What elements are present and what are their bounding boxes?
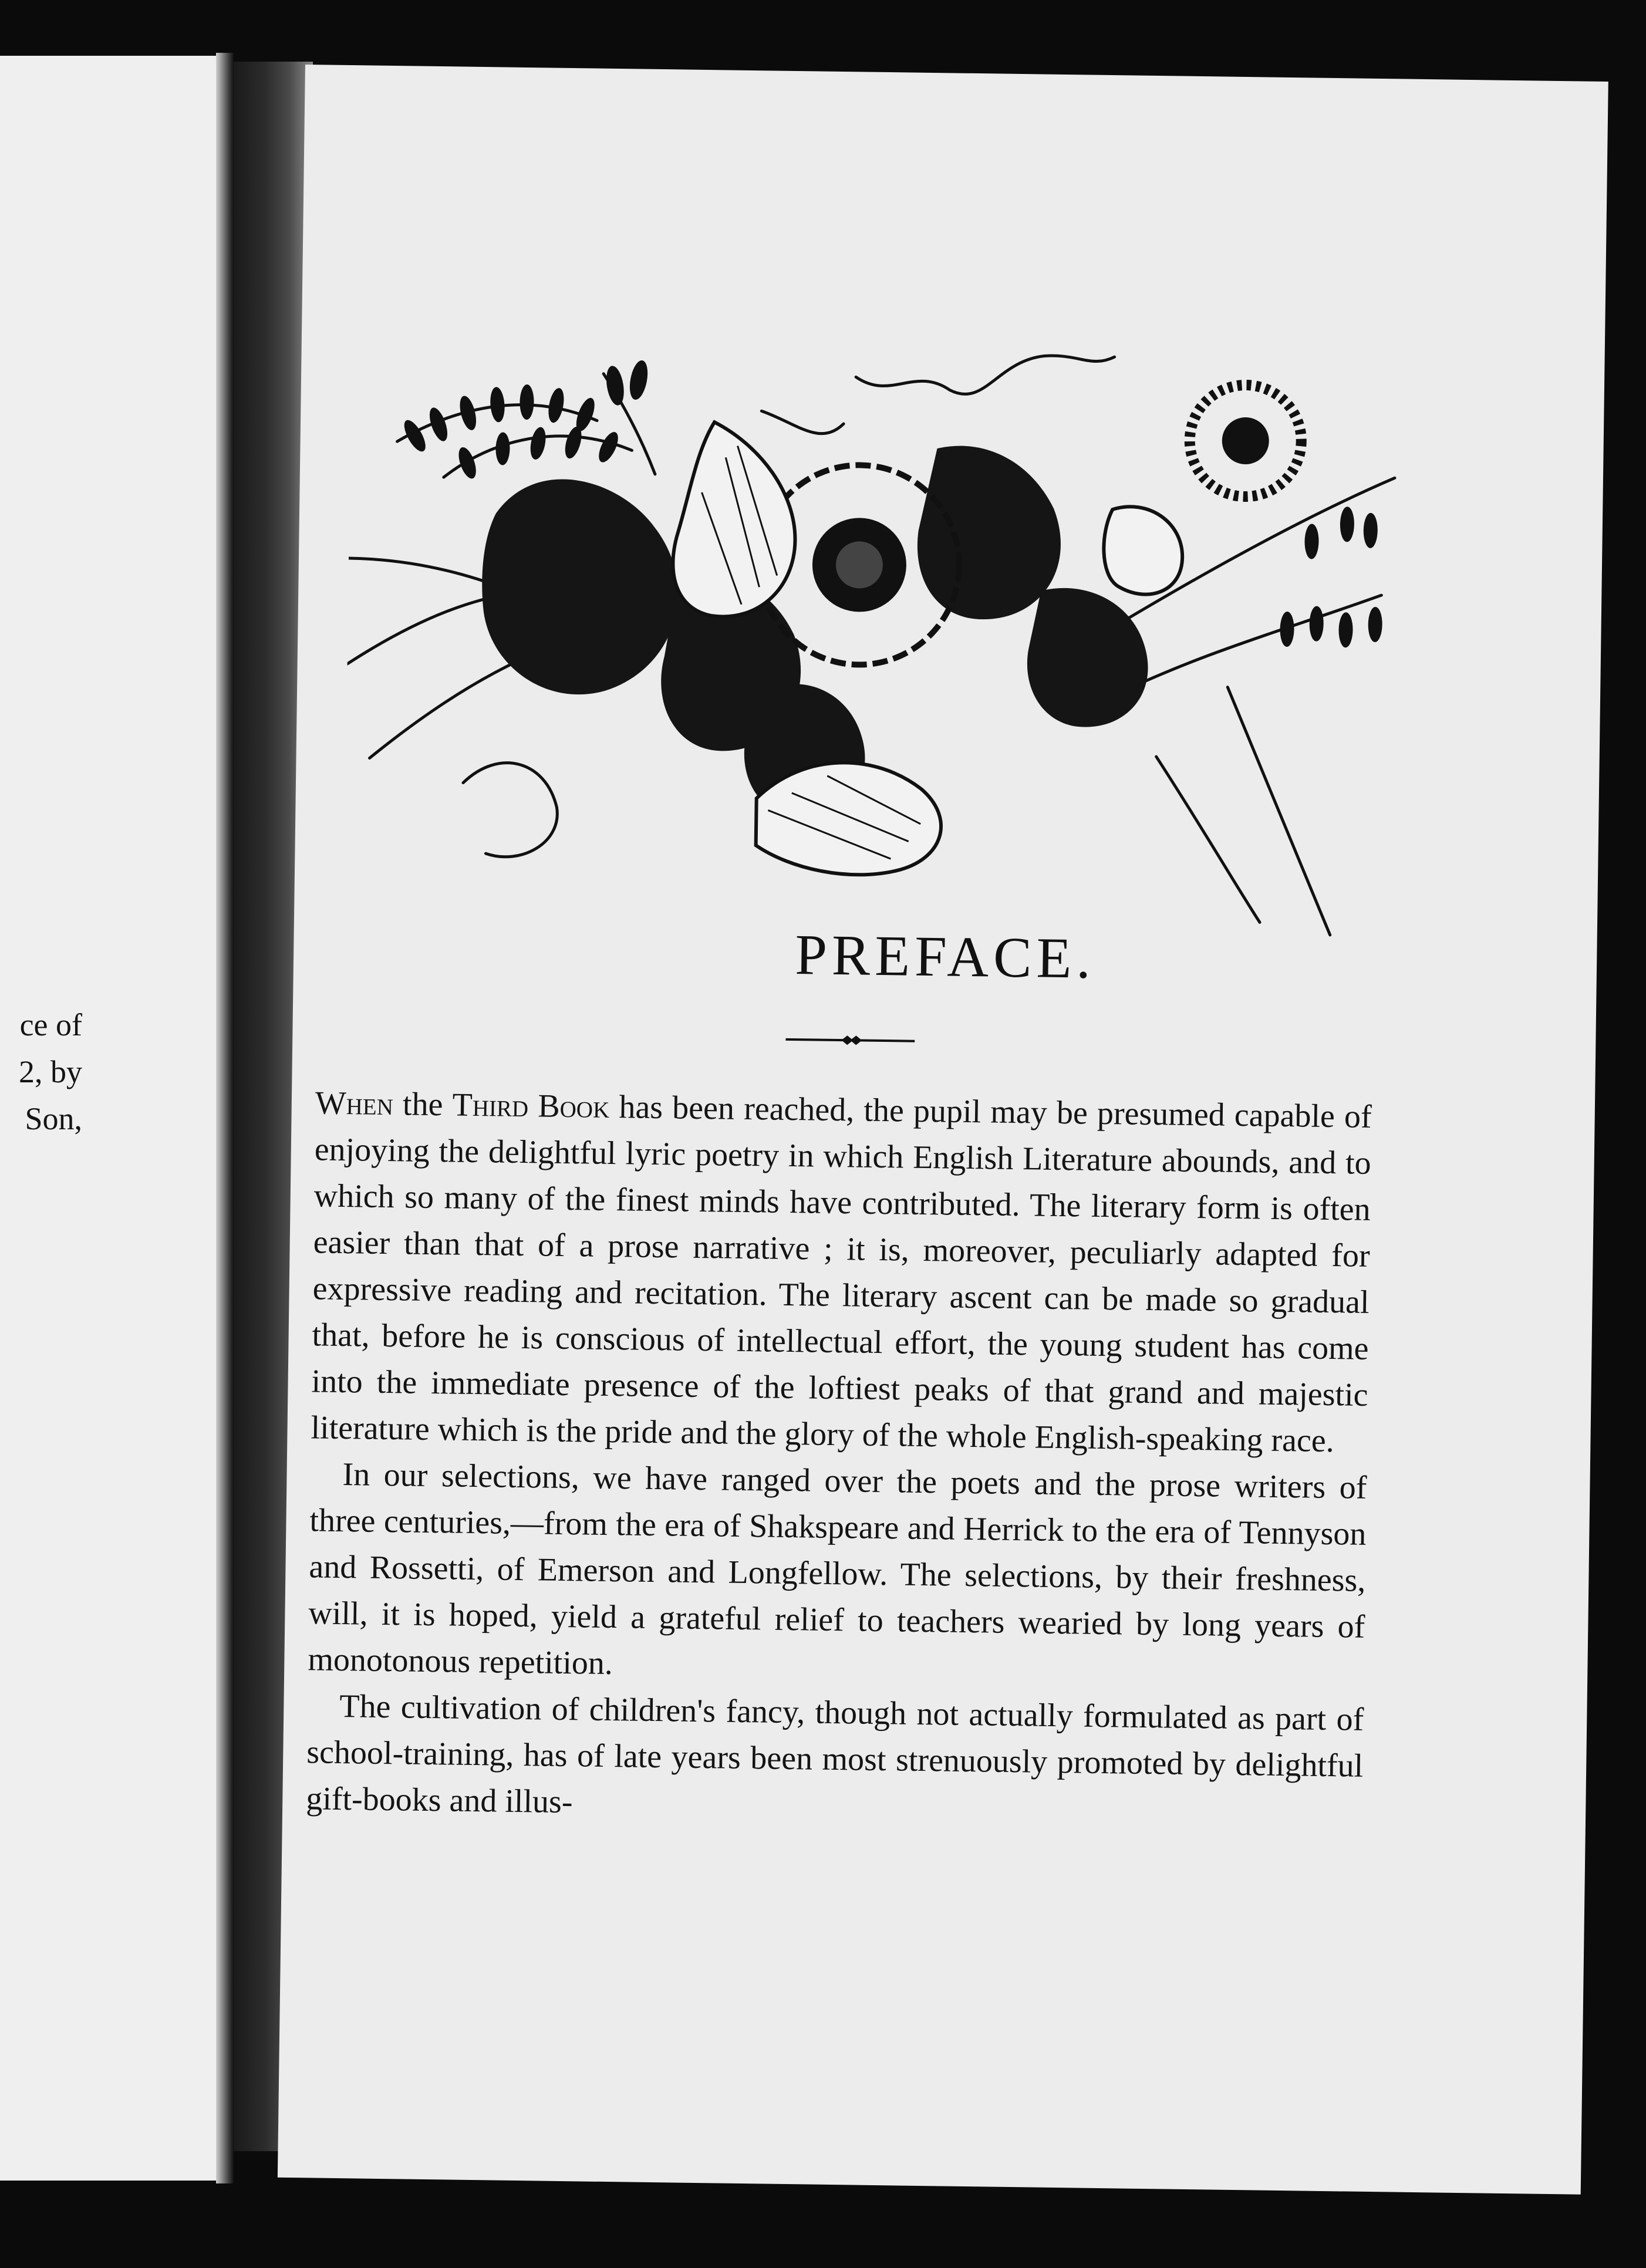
left-page-fragment: ce of [19,1007,82,1042]
text-span: the [393,1086,453,1123]
paragraph-1 [311,1080,1372,1465]
left-page-fragment: 2, by [19,1054,82,1089]
page-edge-shadow [216,53,234,2183]
paragraph-3: The cultivation of children's fancy, though not actually formulated as part of school-training, has of late years been most strenuously promoted by delightful gift-books and illus- [305,1688,1364,1821]
right-page [278,65,1608,2195]
floral-bouquet-illustration [344,335,1408,947]
left-page-fragment: Son, [25,1101,82,1136]
text-span: has been reached, the pupil may be presumed capable of enjoying the delightful lyric poetry in which English Literature abounds, and to which so many of the finest minds have contributed. The literary form is often easier than that of a prose narrative ; it is, moreover, peculiarly adapted for expressive reading and recitation. The literary ascent can be made so gradual that, before he is conscious of intellectual effort, the young student has come into the immediate presence of the loftiest peaks of that grand and majestic literature which is the pride and the glory of the whole English-speaking race. [311,1088,1372,1460]
decorative-rule [785,1034,915,1047]
paragraph-2: In our selections, we have ranged over the poets and the prose writers of three centuries,—from the era of Shakspeare and Herrick to the era of Tennyson and Rossetti, of Emerson and Longfellow. The selections, by their freshness, will, it is hoped, yield a grateful relief to teachers wearied by long years of monotonous repetition. [308,1456,1367,1682]
lead-word: When [315,1085,394,1123]
preface-body [306,1080,1372,1835]
page-title: PREFACE. [794,923,1096,991]
book-name: Third Book [452,1086,610,1125]
